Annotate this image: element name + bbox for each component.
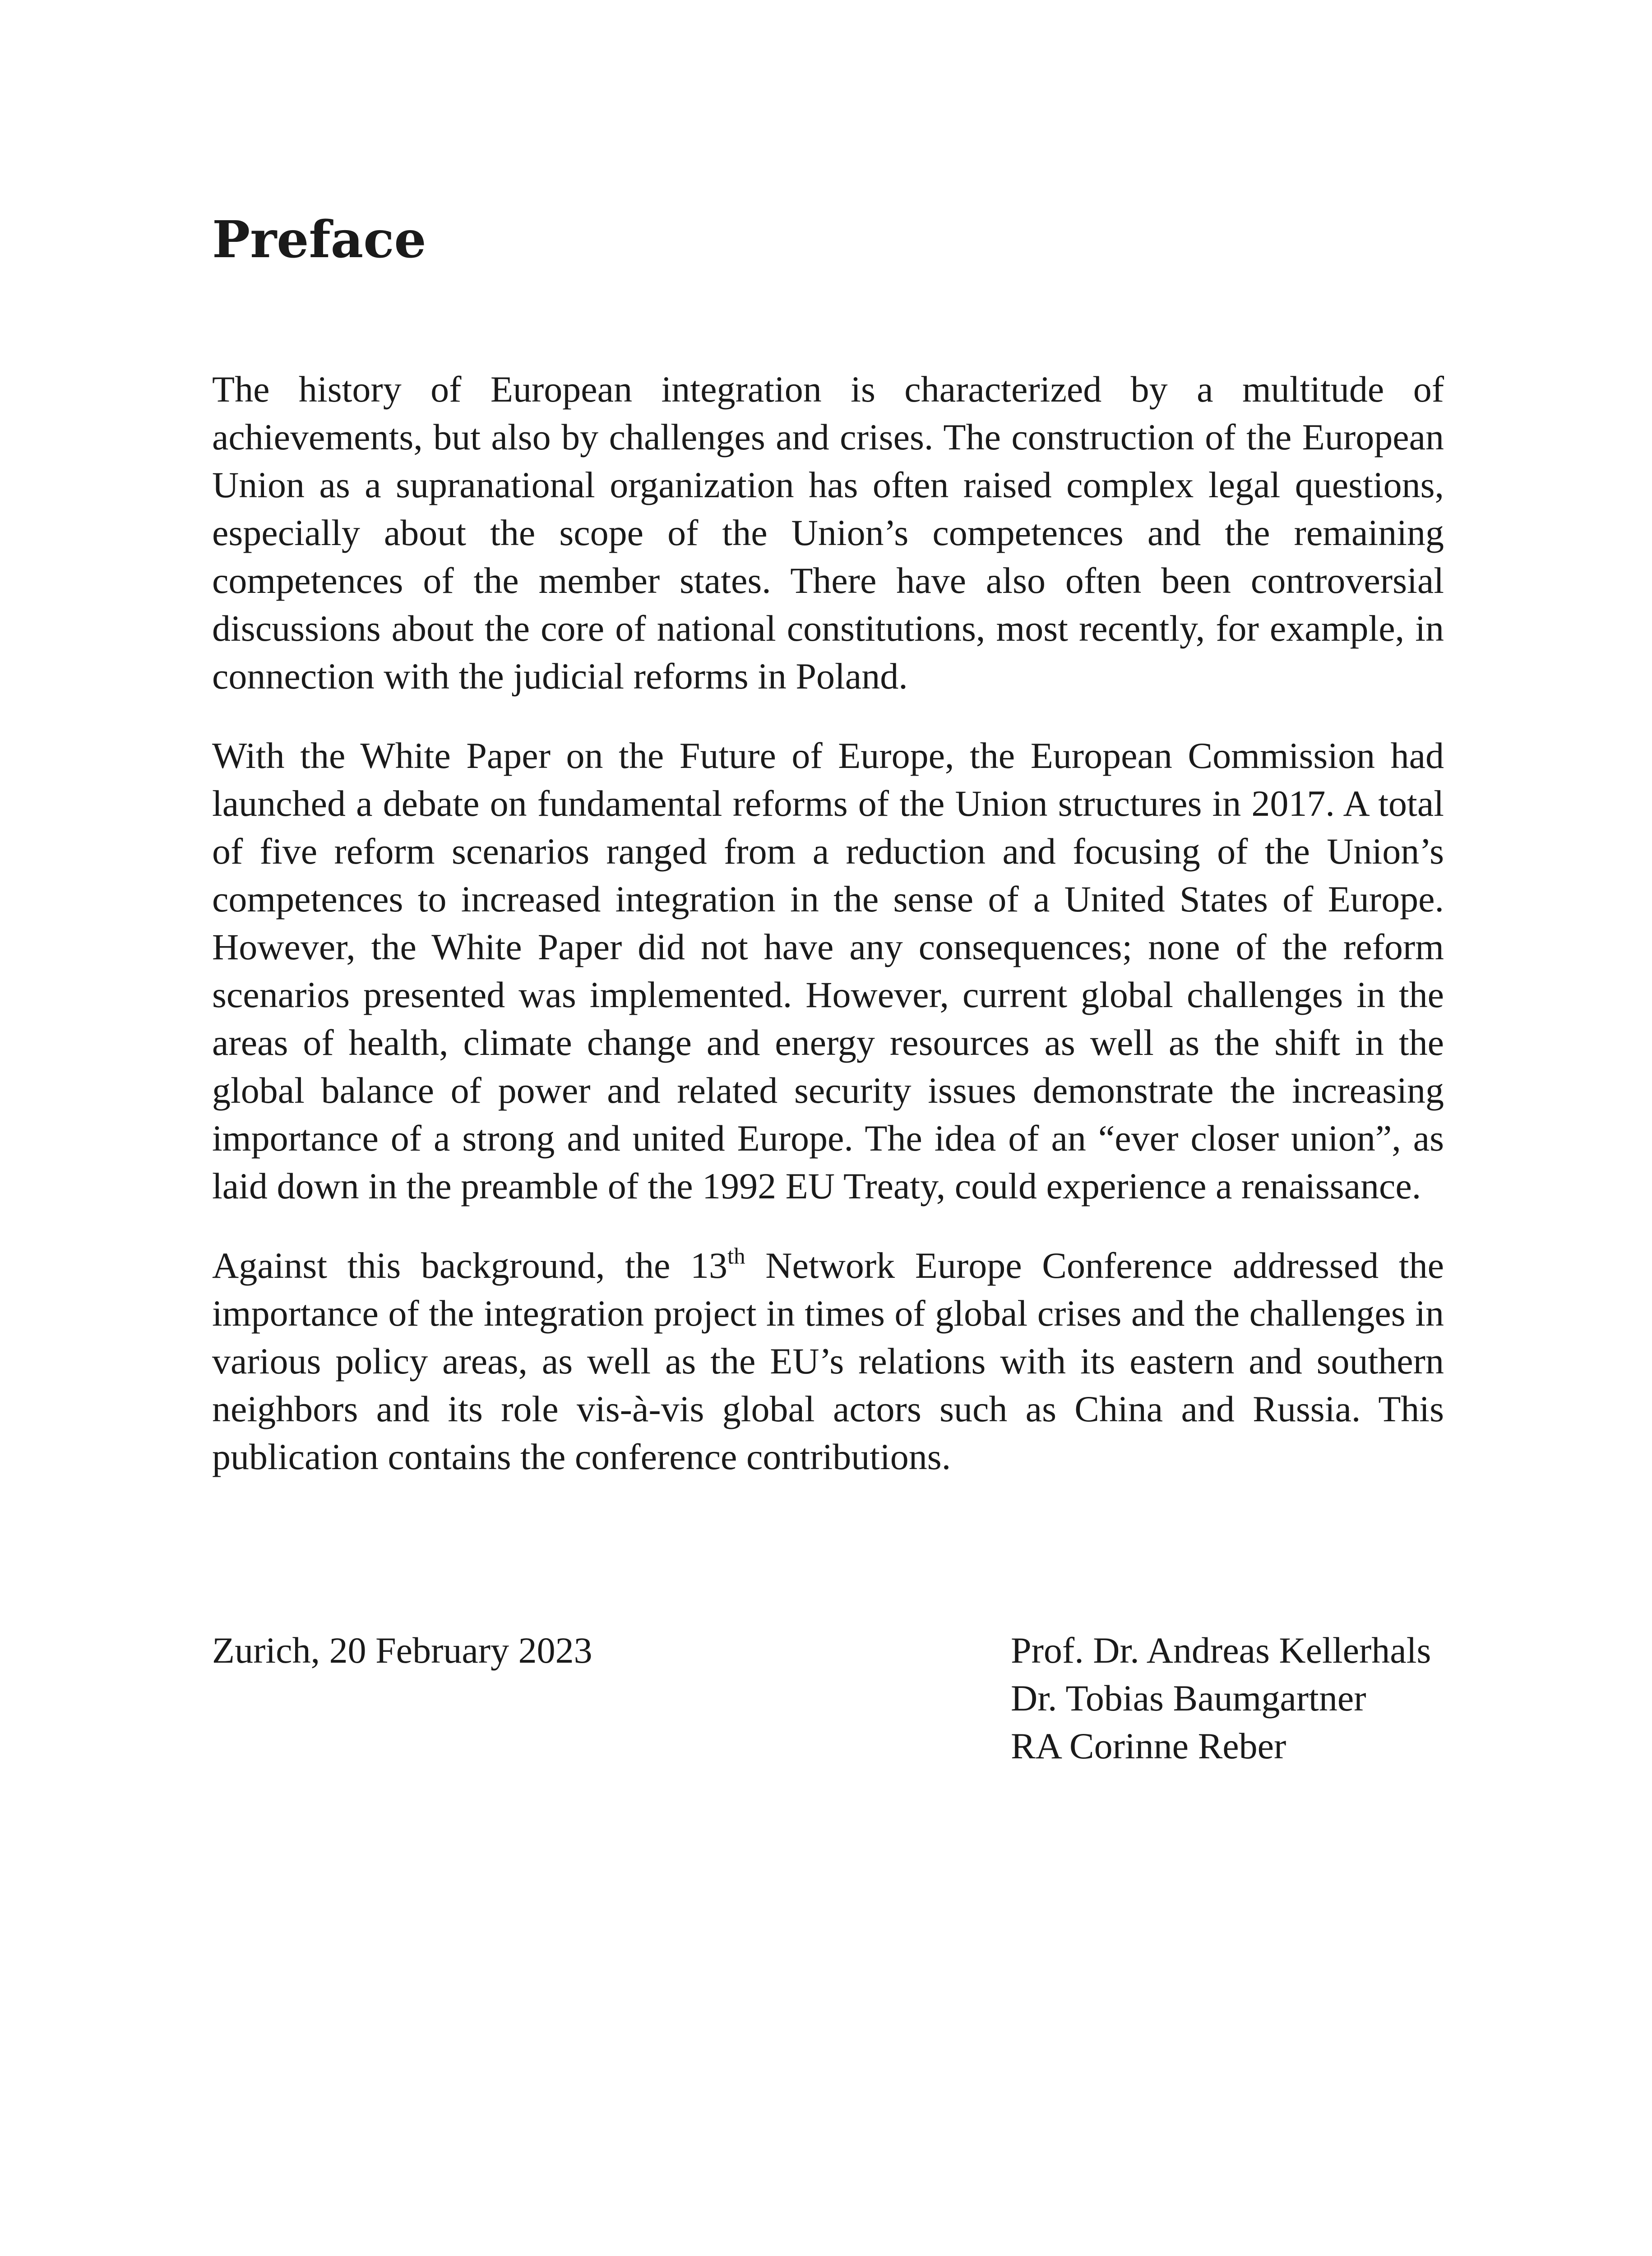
editor-name: Dr. Tobias Baumgartner bbox=[1011, 1678, 1366, 1719]
page-title: Preface bbox=[212, 210, 426, 269]
ordinal-superscript: th bbox=[727, 1243, 745, 1269]
paragraph-3 bbox=[212, 1242, 1444, 1481]
place-date: Zurich, 20 February 2023 bbox=[212, 1630, 592, 1671]
editors-list bbox=[1011, 1627, 1431, 1770]
editor-name: RA Corinne Reber bbox=[1011, 1725, 1286, 1766]
paragraph-1: The history of European integration is characterized by a multitude of achievements, but also by challenges and crises. The construction of the European Union as a supranational organization has often raised complex legal questions, especially about the scope of the Union’s competences and the remaining competences of the member states. There have also often been controversial discussions about the core of national constitutions, most recently, for example, in connection with the judicial reforms in Poland. bbox=[212, 369, 1444, 697]
editor-name: Prof. Dr. Andreas Kellerhals bbox=[1011, 1630, 1431, 1671]
preface-body bbox=[212, 365, 1444, 1512]
paragraph-2: With the White Paper on the Future of Europe, the European Commission had launched a debate on fundamental reforms of the Union structures in 2017. A total of five reform scenarios ranged from a reduction and focusing of the Union’s competences to increased integration in the sense of a United States of Europe. However, the White Paper did not have any consequences; none of the reform scenarios presented was implemented. However, current global challenges in the areas of health, climate change and energy resources as well as the shift in the global balance of power and related security issues demonstrate the increasing importance of a strong and united Europe. The idea of an “ever closer union”, as laid down in the preamble of the 1992 EU Treaty, could experience a renaissance. bbox=[212, 735, 1444, 1207]
paragraph-3-part-2: Network Europe Conference addressed the importance of the integration project in times of global crises and the challenges in various policy areas, as well as the EU’s relations with its eastern and southern neighbors and its role vis-à-vis global actors such as China and Russia. This publication contains the conference contributions. bbox=[212, 1245, 1444, 1477]
paragraph-3-part-1: Against this background, the 13 bbox=[212, 1245, 728, 1286]
